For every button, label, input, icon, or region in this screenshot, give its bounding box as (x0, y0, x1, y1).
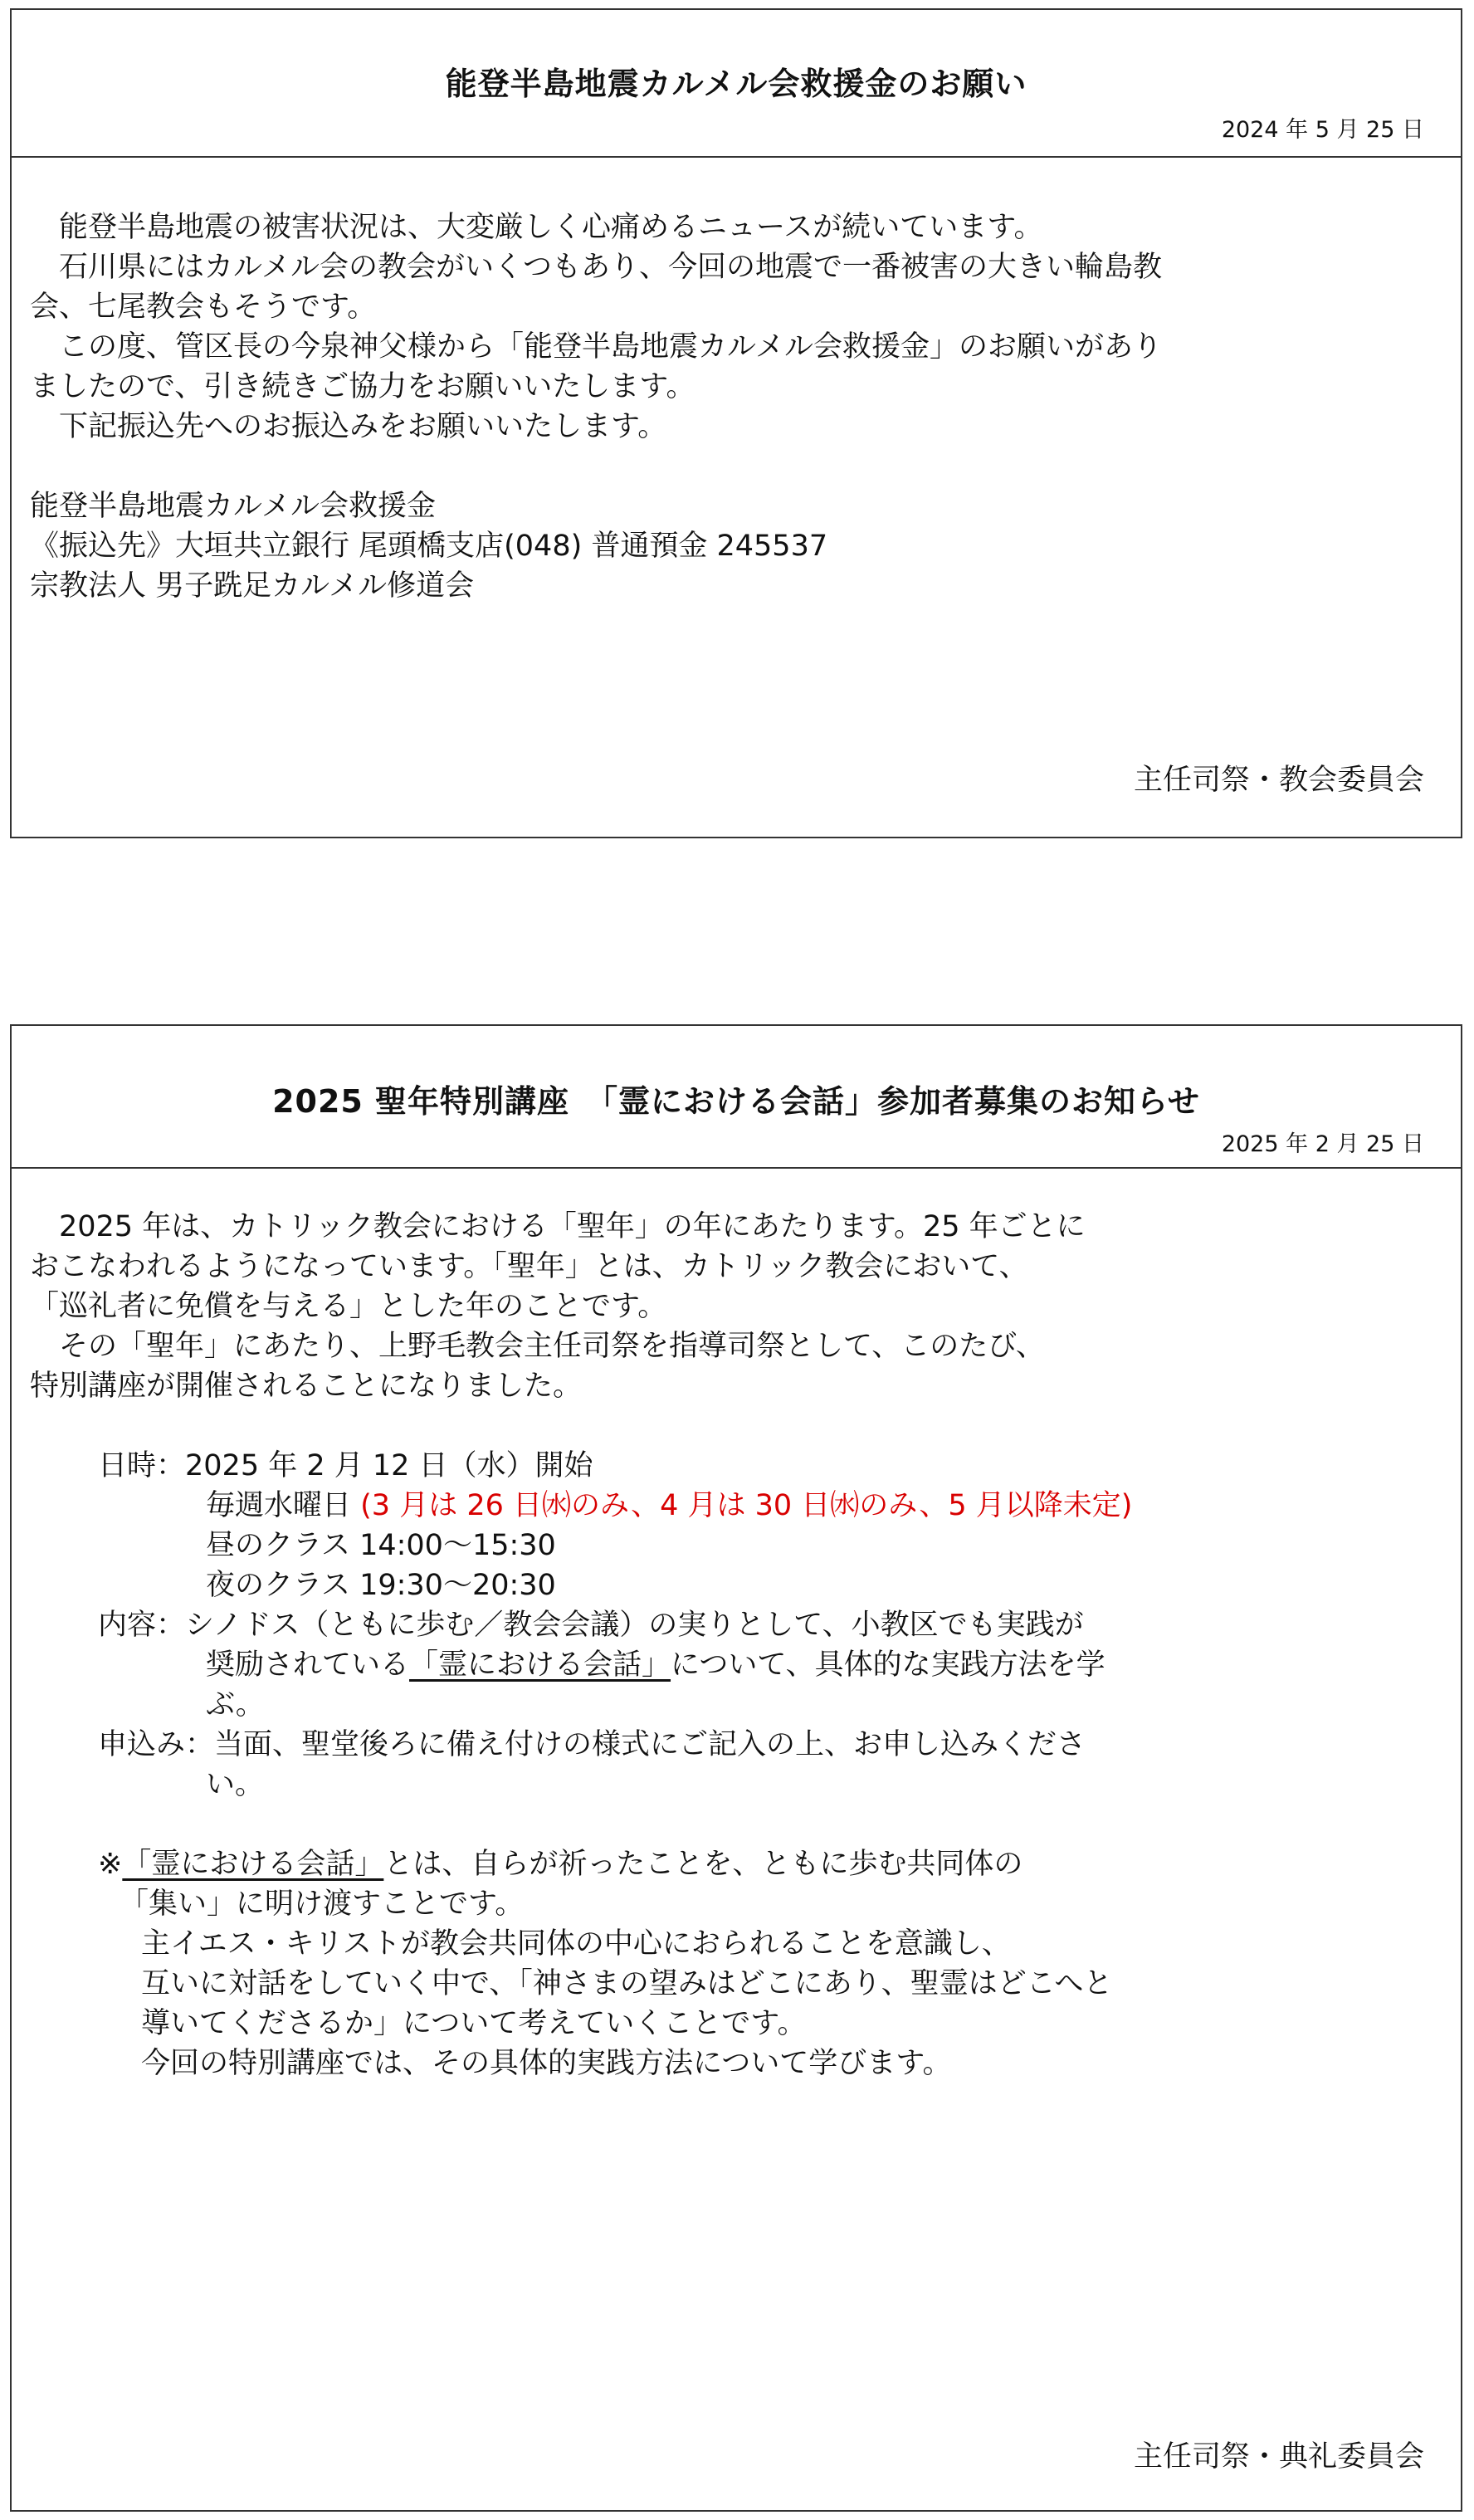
paragraph-line: 「巡礼者に免償を与える」とした年のことです。 (30, 1290, 667, 1323)
spacer (30, 1406, 1442, 1446)
signature: 主任司祭・教会委員会 (1133, 764, 1424, 797)
note-text: とは、自らが祈ったことを、ともに歩む共同体の (383, 1848, 1023, 1881)
note-line: 「集い」に明け渡すことです。 (120, 1888, 525, 1921)
content-text: 奨励されている (206, 1648, 410, 1682)
paragraph-line: おこなわれるようになっています。「聖年」とは、カトリック教会において、 (30, 1250, 1028, 1283)
paragraph-line: 2025 年は、カトリック教会における「聖年」の年にあたります。25 年ごとに (30, 1210, 1086, 1243)
paragraph-line: その「聖年」にあたり、上野毛教会主任司祭を指導司祭として、このたび、 (30, 1330, 1045, 1363)
schedule-start (30, 1446, 1442, 1486)
paragraph-line: ましたので、引き続きご協力をお願いいたします。 (30, 370, 696, 403)
notice-body (30, 208, 1442, 606)
signature: 主任司祭・典礼委員会 (1133, 2440, 1424, 2474)
paragraph-line: 下記振込先へのお振込みをお願いいたします。 (30, 410, 667, 443)
schedule-exception-note: (3 月は 26 日㈬のみ、4 月は 30 日㈬のみ、5 月以降未定) (360, 1489, 1133, 1522)
note-line: 主イエス・キリストが教会共同体の中心におられることを意識し、 (141, 1927, 1011, 1961)
notice-carmel-relief-fund (10, 8, 1462, 838)
paragraph-line: 石川県にはカルメル会の教会がいくつもあり、今回の地震で一番被害の大きい輪島教 (30, 251, 1162, 284)
account-holder: 宗教法人 男子跣足カルメル修道会 (30, 569, 475, 603)
application-line (30, 1725, 1442, 1765)
application-text: 当面、聖堂後ろに備え付けの様式にご記入の上、お申し込みくださ (214, 1728, 1086, 1761)
schedule-weekly (30, 1486, 1442, 1526)
note-line: 導いてくださるか」について考えていくことです。 (141, 2007, 807, 2040)
content-line (30, 1645, 1442, 1685)
note-line (30, 1844, 1442, 1884)
paragraph-line: この度、管区長の今泉神父様から「能登半島地震カルメル会救援金」のお願いがあり (30, 330, 1162, 364)
note-line: 今回の特別講座では、その具体的実践方法について学びます。 (141, 2047, 952, 2080)
content-label: 内容： (98, 1609, 186, 1642)
content-line: ぶ。 (206, 1688, 265, 1722)
spacer (30, 1805, 1442, 1844)
conversation-term: 「霊における会話」 (409, 1648, 671, 1682)
paragraph-line: 特別講座が開催されることになりました。 (30, 1370, 583, 1403)
application-label: 申込み： (98, 1728, 215, 1761)
notice-title: 2025 聖年特別講座 「霊における会話」参加者募集のお知らせ (272, 1083, 1200, 1120)
notice-jubilee-course (10, 1024, 1462, 2512)
notice-title: 能登半島地震カルメル会救援金のお願い (445, 66, 1027, 102)
spacer (30, 447, 1442, 486)
notice-header (12, 10, 1461, 158)
schedule-label: 日時： (98, 1449, 186, 1482)
night-class: 夜のクラス 19:30～20:30 (206, 1569, 556, 1602)
notice-date: 2024 年 5 月 25 日 (1221, 117, 1424, 143)
day-class: 昼のクラス 14:00～15:30 (206, 1529, 556, 1562)
notice-date: 2025 年 2 月 25 日 (1221, 1131, 1424, 1157)
content-line (30, 1605, 1442, 1645)
schedule-start-date: 2025 年 2 月 12 日（水）開始 (185, 1449, 593, 1482)
notice-body (30, 1207, 1442, 2083)
note-line: 互いに対話をしていく中で、「神さまの望みはどこにあり、聖霊はどこへと (141, 1967, 1113, 2000)
content-text: について、具体的な実践方法を学 (671, 1648, 1106, 1682)
note-mark: ※ (98, 1848, 123, 1881)
conversation-term: 「霊における会話」 (122, 1848, 384, 1881)
bank-transfer-details: 《振込先》大垣共立銀行 尾頭橋支店(048) 普通預金 245537 (30, 530, 828, 563)
content-text: シノドス（ともに歩む／教会会議）の実りとして、小教区でも実践が (185, 1609, 1084, 1642)
paragraph-line: 能登半島地震の被害状況は、大変厳しく心痛めるニュースが続いています。 (30, 211, 1043, 244)
weekly-label: 毎週水曜日 (206, 1489, 361, 1522)
paragraph-line: 会、七尾教会もそうです。 (30, 291, 377, 324)
notice-header (12, 1026, 1461, 1169)
fund-name: 能登半島地震カルメル会救援金 (30, 490, 436, 523)
application-line: い。 (206, 1768, 265, 1801)
